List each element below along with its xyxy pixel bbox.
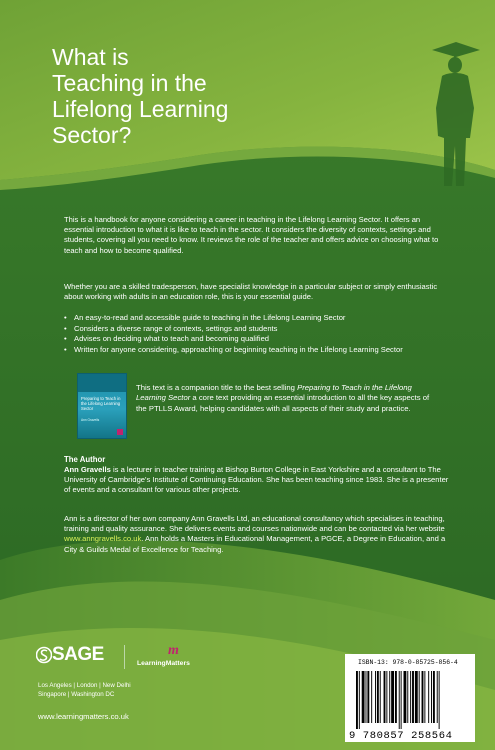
intro-paragraph-1: This is a handbook for anyone considering a career in teaching in the Lifelong Learning Sector. It offers an essential introduction to what it is like to teach in the sector. It considers the diversity of contexts, settings and students, covering all you need to know. It reviews the role of the teacher and offers advice on choosing what to teach and how to become qualified. (64, 215, 439, 255)
author-bio: Ann Gravells is a lecturer in teacher training at Bishop Burton College in East Yorkshire and a consultant to The University of Cambridge's Institute of Continuing Education. She has been teaching since 1983. She is a presenter of events and a consultant for various other projects. (64, 465, 449, 495)
publisher-mark-icon (117, 429, 123, 435)
barcode-digits: 9 780857 258564 (349, 730, 453, 742)
list-item: • Advises on deciding what to teach and becoming qualified (64, 334, 454, 345)
list-item: • An easy-to-read and accessible guide to teaching in the Lifelong Learning Sector (64, 313, 454, 324)
sage-logo: SAGE (52, 644, 104, 665)
author-bio-2: Ann is a director of her own company Ann Gravells Ltd, an educational consultancy which specialises in teaching, training and quality assurance. She delivers events and courses nationwide and can be contacted via her website www.anngravells.co.uk. Ann holds a Masters in Educational Management, a PGCE, a Degree in Education, and a City & Guilds Medal of Excellence for Teaching. (64, 514, 446, 554)
sage-logo-icon (36, 646, 52, 664)
cover-band (78, 374, 126, 392)
book-title: What is Teaching in the Lifelong Learning Sector? (52, 44, 229, 148)
svg-text:m: m (168, 643, 179, 656)
barcode-icon (352, 671, 470, 729)
companion-title: Preparing to Teach in the Lifelong Learning Sector (136, 383, 412, 403)
list-item: • Considers a diverse range of contexts, settings and students (64, 324, 454, 335)
publisher-website: www.learningmatters.co.uk (38, 712, 129, 721)
companion-book-cover (77, 373, 127, 439)
author-heading: The Author (64, 455, 106, 464)
isbn-label: ISBN-13: 978-0-85725-856-4 (358, 659, 458, 666)
list-item: • Written for anyone considering, approaching or beginning teaching in the Lifelong Learning Sector (64, 345, 454, 356)
intro-paragraph-2: Whether you are a skilled tradesperson, have specialist knowledge in a particular subject or simply enthusiastic about working with adults in an education role, this is your essential guide. (64, 282, 438, 302)
graduate-silhouette-icon (418, 38, 488, 188)
companion-text: This text is a companion title to the best selling Preparing to Teach in the Lifelong Learning Sector a core text providing an essential introduction to all the key aspects of the PTLLS Award, helping candidates with all aspects of their study and practice. (136, 383, 430, 413)
feature-list (64, 313, 454, 355)
thumb-title: Preparing to Teach in the Lifelong Learning Sector (81, 396, 121, 411)
publisher-cities: Los Angeles | London | New Delhi Singapore | Washington DC (38, 682, 131, 698)
author-website-link[interactable]: www.anngravells.co.uk (64, 534, 142, 544)
thumb-author: Ann Gravells (81, 418, 100, 422)
logo-divider (124, 645, 125, 669)
learning-matters-logo: LearningMatters (137, 660, 190, 667)
author-name: Ann Gravells (64, 465, 111, 474)
learning-matters-logo-icon (166, 642, 184, 656)
